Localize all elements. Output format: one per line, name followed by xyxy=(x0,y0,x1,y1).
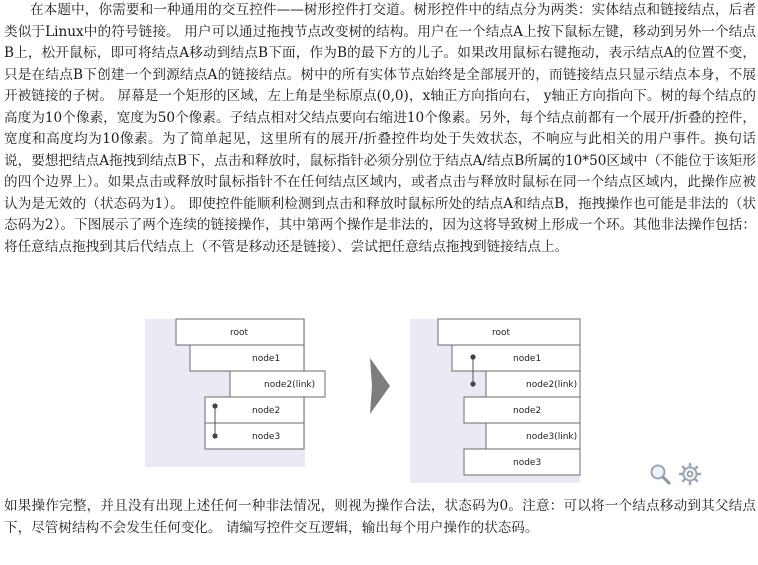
left-label-node1: node1 xyxy=(252,354,281,364)
arrow-shape xyxy=(370,358,390,414)
left-label-link: node2(link) xyxy=(264,380,316,390)
right-label-node1: node1 xyxy=(513,354,542,364)
right-label-link1: node2(link) xyxy=(526,380,578,390)
transition-arrow xyxy=(370,358,390,414)
left-label-node3: node3 xyxy=(252,432,281,442)
left-node-1 xyxy=(190,345,304,371)
right-tree xyxy=(410,319,580,483)
illegal-drag-end-dot xyxy=(470,381,475,386)
drag-end-dot xyxy=(212,433,217,438)
drag-start-dot xyxy=(212,403,217,408)
magnifier-icon[interactable] xyxy=(648,462,672,486)
right-label-link2: node3(link) xyxy=(526,432,578,442)
left-label-node2: node2 xyxy=(252,406,281,416)
illegal-drag-start-dot xyxy=(470,354,475,359)
tree-diagram xyxy=(0,300,758,495)
right-label-root: root xyxy=(492,328,511,338)
gear-icon[interactable] xyxy=(678,462,702,486)
problem-note: 如果操作完整，并且没有出现上述任何一种非法情况，则视为操作合法，状态码为0。注意：可以将一个结点移动到其父结点下，尽管树结构不会发生任何变化。 请编写控件交互逻辑，输出每个用户操作的状态码。 xyxy=(4,498,756,536)
image-toolbar xyxy=(648,462,708,486)
problem-description: 在本题中，你需要和一种通用的交互控件——树形控件打交道。树形控件中的结点分为两类：实体结点和链接结点，后者类似于Linux中的符号链接。 用户可以通过拖拽节点改变树的结构。用户在一个结点A上按下鼠标左键，移动到另外一个结点B上，松开鼠标，即可将结点A移动到结点B下面，作为B的最下方的儿子。如果改用鼠标右键拖动，表示结点A的位置不变，只是在结点B下创建一个到源结点A的链接结点。树中的所有实体节点始终是全部展开的，而链接结点只显示结点本身，不展开被链接的子树。 屏幕是一个矩形的区域，左上角是坐标原点(0,0)，x轴正方向指向右， y轴正方向指向下。树的每个结点的高度为10个像素，宽度为50个像素。子结点相对父结点要向右缩进10个像素。另外，每个结点前都有一个展开/折叠的控件，宽度和高度均为10像素。为了简单起见，这里所有的展开/折叠控件均处于失效状态，不响应与此相关的用户事件。换句话说，要想把结点A拖拽到结点B下，点击和释放时，鼠标指针必须分别位于结点A/结点B所属的10*50区域中（不能位于该矩形的四个边界上）。如果点击或释放时鼠标指针不在任何结点区域内，或者点击与释放时鼠标在同一个结点区域内，此操作应被认为是无效的（状态码为1）。 即使控件能顺利检测到点击和释放时鼠标所处的结点A和结点B，拖拽操作也可能是非法的（状态码为2）。下图展示了两个连续的链接操作，其中第两个操作是非法的，因为这将导致树上形成一个环。其他非法操作包括：将任意结点拖拽到其后代结点上（不管是移动还是链接）、尝试把任意结点拖拽到链接结点上。 xyxy=(4,2,756,255)
left-tree xyxy=(145,319,325,467)
left-label-root: root xyxy=(230,328,249,338)
right-label-node2: node2 xyxy=(513,406,542,416)
right-label-node3: node3 xyxy=(513,458,542,468)
